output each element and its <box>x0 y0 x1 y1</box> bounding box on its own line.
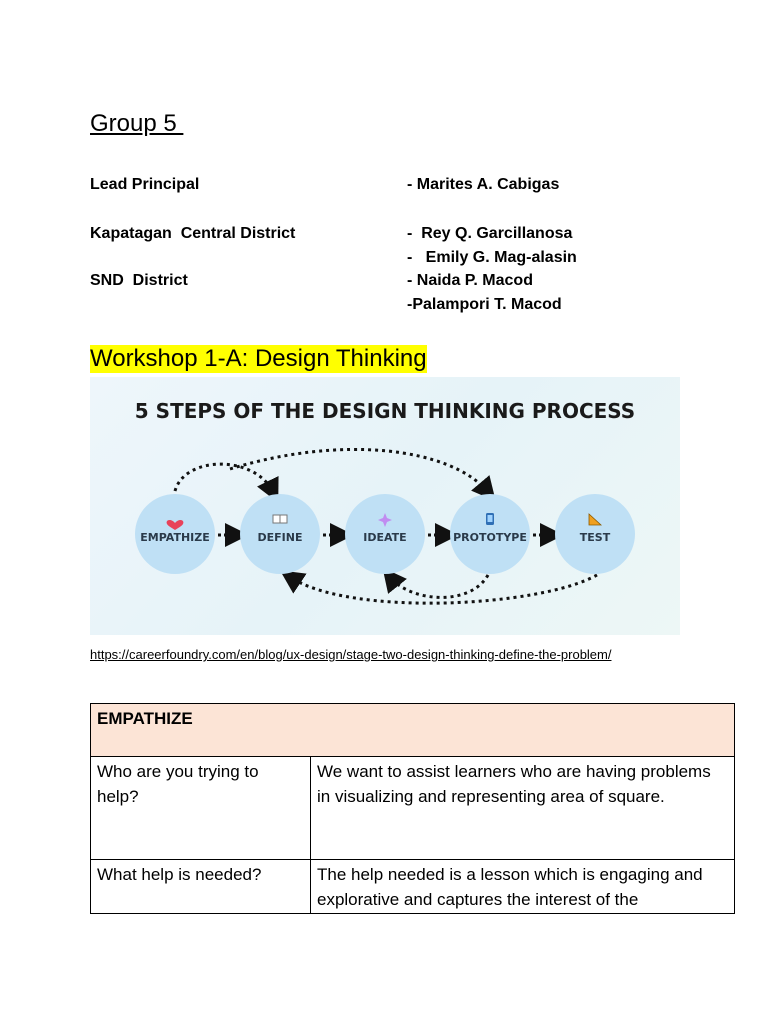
loop-arrow <box>290 575 597 603</box>
table-question-cell: Who are you trying to help? <box>91 757 311 860</box>
source-link[interactable]: https://careerfoundry.com/en/blog/ux-design/stage-two-design-thinking-define-the-problem/ <box>90 647 612 662</box>
step-prototype <box>450 494 530 574</box>
member-role-district: Kapatagan Central District <box>90 225 296 242</box>
step-define <box>240 494 320 574</box>
table-question-text: What help is needed? <box>97 865 262 884</box>
step-label: IDEATE <box>363 531 407 544</box>
member-role-district: SND District <box>90 272 188 289</box>
table-row <box>91 860 735 914</box>
member-name: - Rey Q. Garcillanosa <box>407 225 573 242</box>
book-icon <box>273 515 287 523</box>
table-answer-text: The help needed is a lesson which is engaging and explorative and captures the interest of the <box>317 865 703 909</box>
step-label: PROTOTYPE <box>453 531 527 544</box>
table-section-header: EMPATHIZE <box>91 704 735 757</box>
step-empathize <box>135 494 215 574</box>
design-thinking-figure <box>90 377 680 635</box>
step-ideate <box>345 494 425 574</box>
loop-arrow <box>175 464 273 492</box>
member-name: -Palampori T. Macod <box>407 296 562 313</box>
table-row <box>91 757 735 860</box>
member-role-lead: Lead Principal <box>90 176 200 193</box>
empathize-table <box>90 703 735 914</box>
table-header-row <box>91 704 735 757</box>
loop-arrow <box>230 449 488 492</box>
step-test <box>555 494 635 574</box>
workshop-heading: Workshop 1-A: Design Thinking <box>90 345 427 372</box>
table-question-cell <box>91 860 311 914</box>
member-name: - Marites A. Cabigas <box>407 176 560 193</box>
loop-arrow <box>390 575 488 597</box>
table-answer-cell <box>311 860 735 914</box>
member-name: - Emily G. Mag-alasin <box>407 249 577 266</box>
table-answer-cell: We want to assist learners who are having problems in visualizing and representing area of square. <box>311 757 735 860</box>
design-thinking-diagram <box>90 377 680 635</box>
figure-title: 5 STEPS OF THE DESIGN THINKING PROCESS <box>134 399 636 423</box>
page-title: Group 5 <box>90 110 184 137</box>
step-label: DEFINE <box>257 531 303 544</box>
phone-icon <box>486 513 494 525</box>
step-label: EMPATHIZE <box>140 531 210 544</box>
step-label: TEST <box>579 531 611 544</box>
member-name: - Naida P. Macod <box>407 272 533 289</box>
